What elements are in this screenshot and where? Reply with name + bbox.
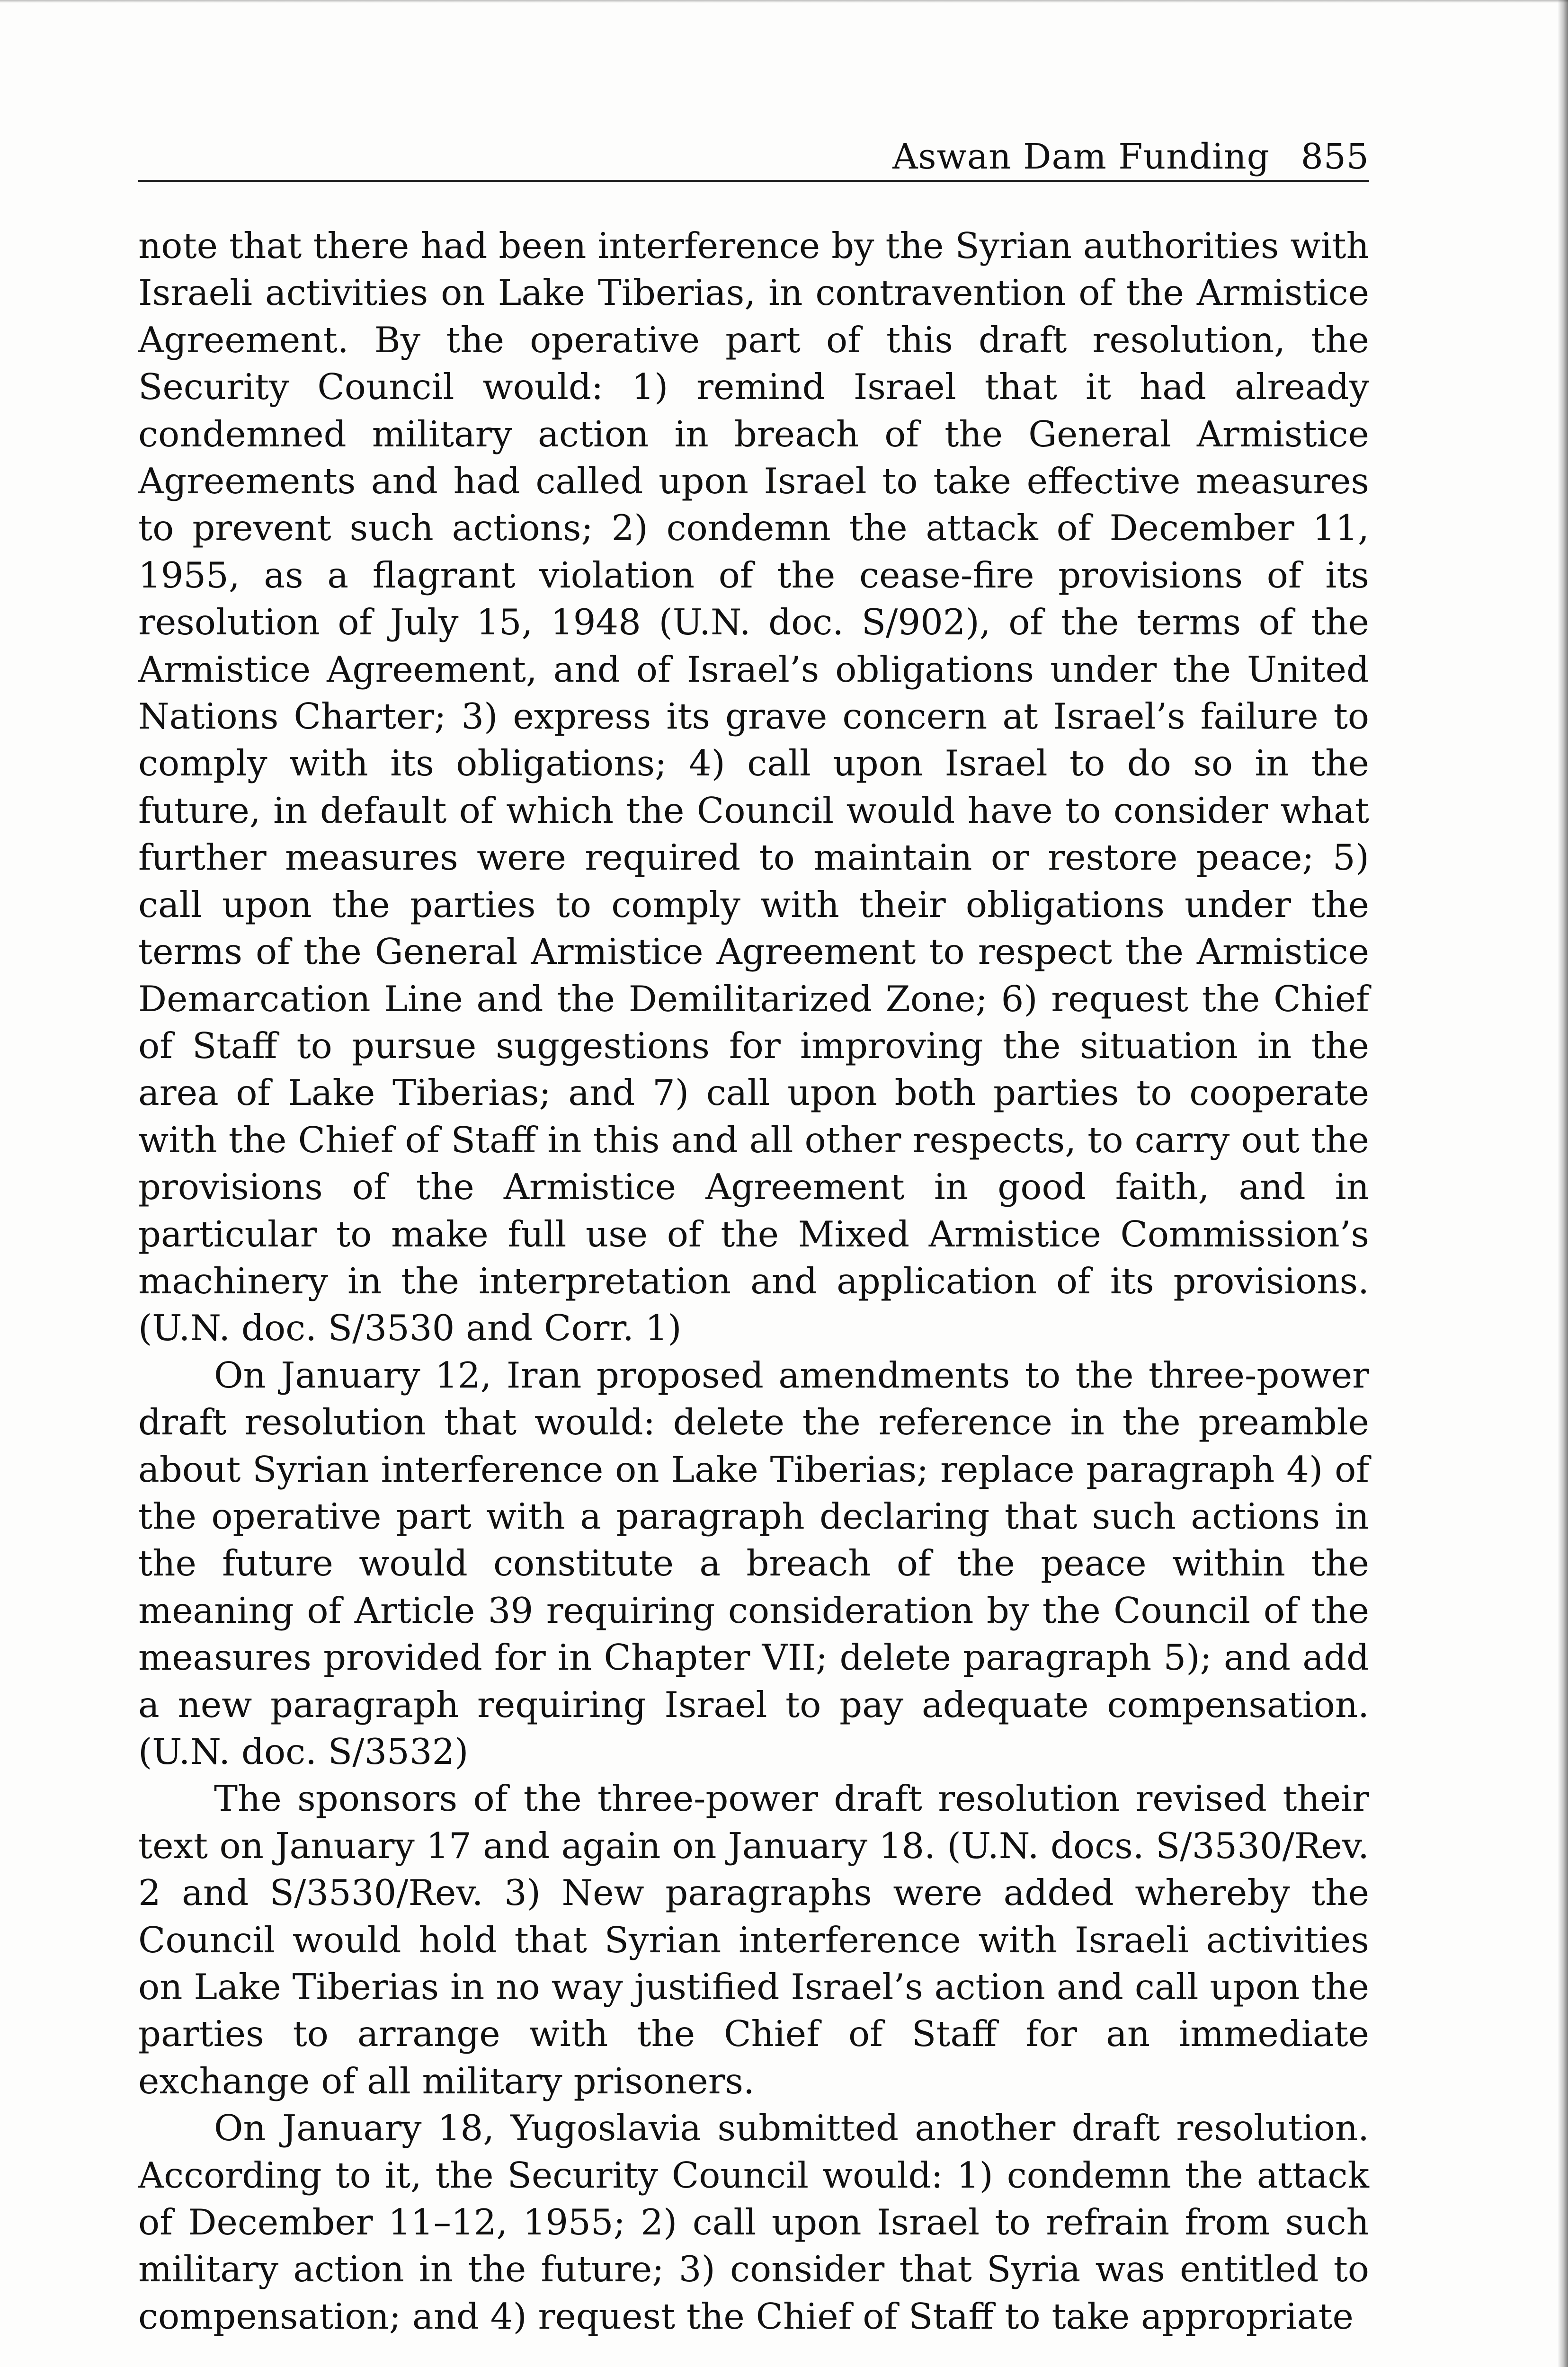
body-text bbox=[138, 222, 1369, 2340]
paragraph-yugoslavia-draft: On January 18, Yugoslavia submitted another draft resolution. According to it, the Security Council would: 1) condemn the attack of December 11–12, 1955; 2) call upon Israel to refrain from such military action in the future; 3) consider that Syria was entitled to compensation; and 4) request the Chief of Staff to take appropriate bbox=[138, 2107, 1369, 2337]
running-head bbox=[138, 133, 1369, 182]
page-number: 855 bbox=[1301, 136, 1369, 177]
page-right-edge-shadow bbox=[1558, 0, 1568, 2367]
paragraph-revised-text: The sponsors of the three-power draft resolution revised their text on January 17 and again on January 18. (U.N. docs. S/3530/Rev. 2 and S/3530/Rev. 3) New paragraphs were added whereby the Council would hold that Syrian interference with Israeli activities on Lake Tiberias in no way justified Israel’s action and call upon the parties to arrange with the Chief of Staff for an immediate exchange of all military prisoners. bbox=[138, 1778, 1369, 2102]
paragraph-iran-amendments: On January 12, Iran proposed amendments to the three-power draft resolution that would: delete the reference in the preamble about Syrian interference on Lake Tiberias; replace paragraph 4) of the operative part with a paragraph declaring that such actions in the future would constitute a breach of the peace within the meaning of Article 39 requiring consideration by the Council of the measures provided for in Chapter VII; delete paragraph 5); and add a new paragraph requiring Israel to pay adequate compensation. (U.N. doc. S/3532) bbox=[138, 1354, 1369, 1772]
paragraph-continued: note that there had been interference by the Syrian authorities with Israeli activities on Lake Tiberias, in contravention of the Armistice Agreement. By the operative part of this draft resolution, the Security Council would: 1) remind Israel that it had already condemned military action in breach of the General Armistice Agreements and had called upon Israel to take effective measures to prevent such actions; 2) condemn the attack of December 11, 1955, as a flagrant violation of the cease-fire provisions of its resolution of July 15, 1948 (U.N. doc. S/902), of the terms of the Armistice Agreement, and of Israel’s obligations under the United Nations Charter; 3) express its grave concern at Israel’s failure to comply with its obligations; 4) call upon Israel to do so in the future, in default of which the Council would have to consider what further measures were required to maintain or restore peace; 5) call upon the parties to comply with their obligations under the terms of the General Armistice Agreement to respect the Armistice Demarcation Line and the Demilitarized Zone; 6) request the Chief of Staff to pursue suggestions for improving the situation in the area of Lake Tiberias; and 7) call upon both parties to cooperate with the Chief of Staff in this and all other respects, to carry out the provisions of the Armistice Agreement in good faith, and in particular to make full use of the Mixed Armistice Commission’s machinery in the interpretation and application of its provisions. (U.N. doc. S/3530 and Corr. 1) bbox=[138, 225, 1369, 1349]
page-top-edge bbox=[0, 0, 1568, 3]
running-head-title: Aswan Dam Funding bbox=[892, 136, 1270, 177]
